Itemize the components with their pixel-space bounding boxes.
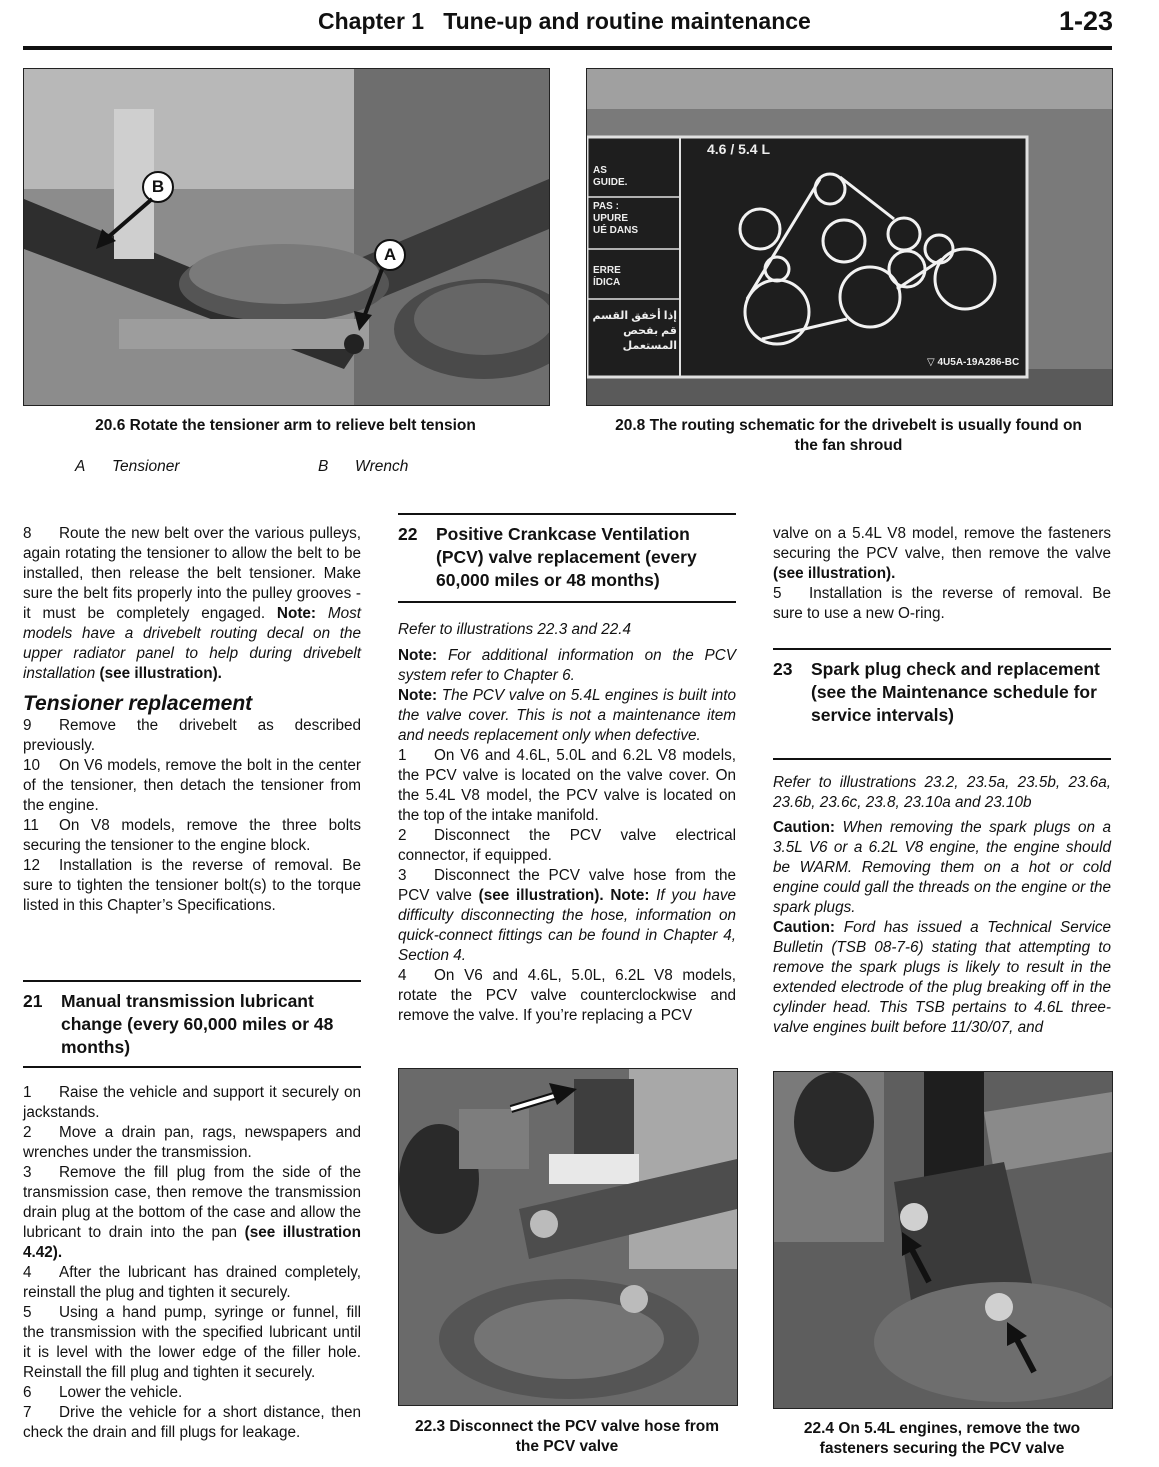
step-4: 4 After the lubricant has drained completely, reinstall the plug and tighten it securely.: [23, 1264, 361, 1301]
para-22-4-cont: valve on a 5.4L V8 model, remove the fasteners securing the PCV valve, then remove the valve (see illustration).: [773, 525, 1111, 582]
callout-a: A: [374, 239, 406, 271]
column-1-top: [23, 524, 361, 916]
para-22-1: 1 On V6 and 4.6L, 5.0L and 6.2L V8 models, the PCV valve is located on the valve cover. On the 5.4L V8 model, the PCV valve is located on the top of the intake manifold.: [398, 747, 736, 824]
note-22-2: Note: The PCV valve on 5.4L engines is built into the valve cover. This is not a maintenance item and needs replacement only when defective.: [398, 687, 737, 744]
decal-spanish: PAS : UPURE UÉ DANS: [593, 201, 639, 236]
key-a-text: Tensioner: [112, 458, 180, 475]
para-11: 11 On V8 models, remove the three bolts securing the tensioner to the engine block.: [23, 817, 361, 854]
step-6: 6 Lower the vehicle.: [23, 1384, 183, 1401]
section-21-rule-top: [23, 980, 361, 982]
section-21-heading: 21 Manual transmission lubricant change (every 60,000 miles or 48 months): [23, 991, 334, 1057]
caption-20-6: 20.6 Rotate the tensioner arm to relieve belt tension: [95, 417, 476, 434]
caption-20-8: 20.8 The routing schematic for the drivebelt is usually found on the fan shroud: [615, 417, 1082, 454]
caution-23-2: Caution: Ford has issued a Technical Service Bulletin (TSB 08-7-6) stating that attempting to remove the spark plugs is likely to result in the extended electrode of the plug breaking off in the cylinder head. This TSB pertains to 4.6L three-valve engines built before 11/30/07, and: [773, 919, 1112, 1036]
caption-22-3: 22.3 Disconnect the PCV valve hose from the PCV valve: [414, 1418, 720, 1455]
section-22-heading: 22 Positive Crankcase Ventilation (PCV) valve replacement (every 60,000 miles or 48 months): [398, 524, 697, 590]
caution-23-1: Caution: When removing the spark plugs on a 3.5L V6 or a 6.2L V8 engine, the engine should be WARM. Removing them on a hot or cold engine could gall the threads on the engine or the spark plugs.: [773, 819, 1112, 916]
para-12: 12 Installation is the reverse of removal. Be sure to tighten the tensioner bolt(s) to the torque listed in this Chapter’s Specifications.: [23, 857, 361, 914]
section-21-rule-bottom: [23, 1066, 361, 1068]
header-rule: [23, 46, 1112, 50]
key-a-letter: A: [75, 458, 86, 475]
photo-22-3: [398, 1068, 738, 1406]
section-23-heading: 23 Spark plug check and replacement (see the Maintenance schedule for service intervals): [773, 659, 1100, 725]
refer-23: Refer to illustrations 23.2, 23.5a, 23.5b, 23.6a, 23.6b, 23.6c, 23.8, 23.10a and 23.10b: [773, 774, 1111, 811]
step-1: 1 Raise the vehicle and support it securely on jackstands.: [23, 1084, 361, 1121]
para-10: 10 On V6 models, remove the bolt in the center of the tensioner, then detach the tensioner from the engine.: [23, 757, 361, 814]
chapter-title: Chapter 1 Tune-up and routine maintenance: [318, 8, 811, 34]
subhead-tensioner: Tensioner replacement: [23, 692, 253, 715]
step-5: 5 Using a hand pump, syringe or funnel, fill the transmission with the specified lubricant until it is level with the lower edge of the filler hole. Reinstall the fill plug and tighten it securely.: [23, 1304, 361, 1381]
step-3: 3 Remove the fill plug from the side of the transmission case, then remove the transmission drain plug at the bottom of the case and allow the lubricant to drain into the pan (see illustration 4.42).: [23, 1164, 361, 1261]
column-3-text: [773, 773, 1111, 1038]
photo-20-6: [23, 68, 550, 406]
decal-french-2: ERRE ÍDICA: [593, 265, 621, 288]
para-22-4: 4 On V6 and 4.6L, 5.0L, 6.2L V8 models, rotate the PCV valve counterclockwise and remove the valve. If you’re replacing a PCV: [398, 967, 736, 1024]
column-2-text: [398, 620, 736, 1026]
para-22-3: 3 Disconnect the PCV valve hose from the PCV valve (see illustration). Note: If you have difficulty disconnecting the hose, information on quick-connect fittings can be found in Chapter 4, Section 4.: [398, 867, 737, 964]
section-22-rule-bottom: [398, 601, 736, 603]
decal-french: AS GUIDE.: [593, 165, 628, 188]
note-22-1: Note: For additional information on the PCV system refer to Chapter 6.: [398, 647, 736, 684]
para-22-2: 2 Disconnect the PCV valve electrical connector, if equipped.: [398, 827, 736, 864]
callout-b: B: [142, 171, 174, 203]
step-7: 7 Drive the vehicle for a short distance, then check the drain and fill plugs for leakage.: [23, 1404, 361, 1441]
decal-code: ▽ 4U5A-19A286-BC: [927, 357, 1020, 368]
arrow-overlay: [24, 69, 549, 405]
step-2: 2 Move a drain pan, rags, newspapers and wrenches under the transmission.: [23, 1124, 361, 1161]
decal-arabic: إذا أخفق القسم قم بفحص المستعمل: [592, 310, 677, 352]
section-23-rule-bottom: [773, 758, 1111, 760]
column-1-bottom: [23, 1083, 361, 1443]
caption-22-4: 22.4 On 5.4L engines, remove the two fasteners securing the PCV valve: [803, 1420, 1081, 1457]
photo-20-8: [586, 68, 1113, 406]
decal-title: 4.6 / 5.4 L: [707, 141, 771, 157]
para-22-5: 5 Installation is the reverse of removal. Be sure to use a new O-ring.: [773, 585, 1111, 622]
refer-22: Refer to illustrations 22.3 and 22.4: [398, 621, 631, 638]
para-8: 8 Route the new belt over the various pulleys, again rotating the tensioner to allow the belt to be installed, then release the belt tensioner. Make sure the belt fits properly into the pulley grooves - it must be completely engaged. Note: Most models have a drivebelt routing decal on the upper radiator panel to help during drivebelt installation (see illustration).: [23, 525, 362, 682]
section-23-rule-top: [773, 648, 1111, 650]
para-9: 9 Remove the drivebelt as described previously.: [23, 717, 361, 754]
column-3-top: [773, 524, 1111, 624]
photo-22-4: [773, 1071, 1113, 1409]
key-b-letter: B: [318, 458, 329, 475]
section-22-rule-top: [398, 513, 736, 515]
key-b-text: Wrench: [355, 458, 409, 475]
page-number: 1-23: [1058, 6, 1113, 36]
